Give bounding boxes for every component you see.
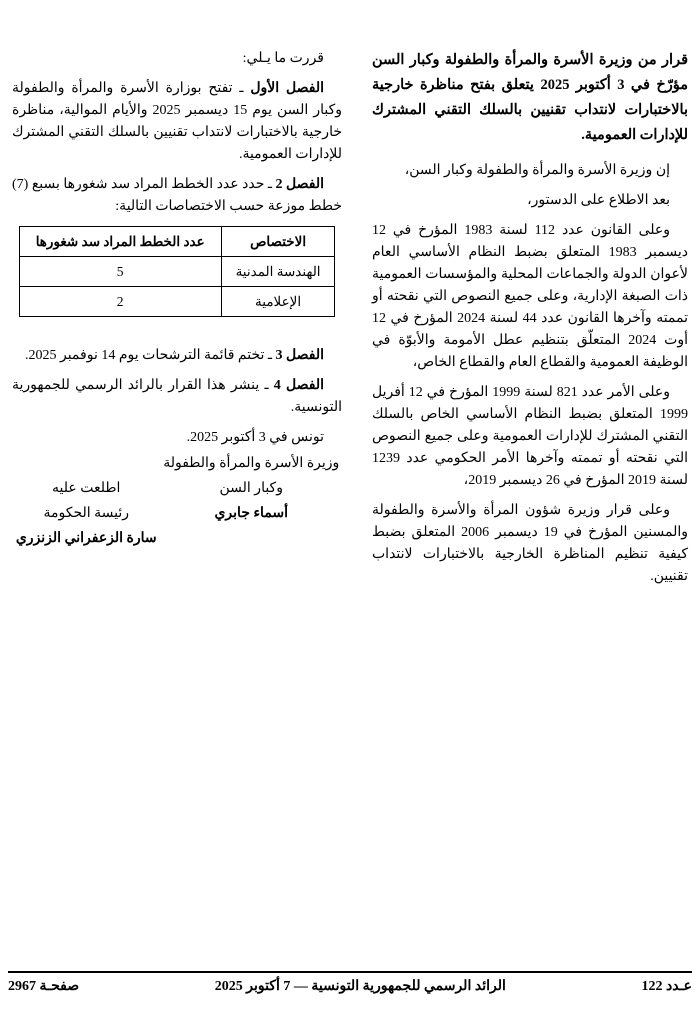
- head-of-government-signature: [12, 451, 161, 551]
- pm-name: سارة الزعفراني الزنزري: [15, 531, 157, 546]
- article-4-label: الفصل 4: [273, 378, 325, 393]
- enactment-intro: قررت ما يـلي:: [242, 51, 324, 66]
- preamble-2006-decree-paragraph: وعلى قرار وزيرة شؤون المرأة والأسرة والطفولة والمسنين المؤرخ في 19 ديسمبر 2006 المتعلق بضبط كيفية تنظيم المناظرة الخارجية بالاختبارات لانتداب تقنيين.: [372, 503, 689, 584]
- decree-title: قرار من وزيرة الأسرة والمرأة والطفولة وكبار السن مؤرّخ في 3 أكتوبر 2025 يتعلق بفتح مناظرة خارجية بالاختبارات لانتداب تقنيين بالسلك التقني المشترك للإدارات العمومية.: [372, 52, 688, 143]
- preamble-order-821-paragraph: وعلى الأمر عدد 821 لسنة 1999 المؤرخ في 12 أفريل 1999 المتعلق بضبط النظام الأساسي الخاص بالسلك التقني المشترك للإدارات العمومية وعلى جميع النصوص التي نقحته أو تممته وآخرها الأمر الحكومي عدد 1239 لسنة 2019 المؤرخ في 26 ديسمبر 2019،: [372, 385, 688, 488]
- minister-title-line-1: وزيرة الأسرة والمرأة والطفولة: [163, 456, 340, 471]
- article-4: [12, 375, 342, 419]
- journal-title-date: الرائد الرسمي للجمهورية التونسية –– 7 أكتوبر 2025: [214, 979, 506, 994]
- minister-title-line-2: وكبار السن: [219, 481, 283, 496]
- table-row: [19, 287, 335, 317]
- issue-number: عـدد 122: [641, 979, 692, 994]
- article-1: [12, 78, 342, 166]
- article-3-body: ـ تختم قائمة الترشحات يوم 14 نوفمبر 2025.: [24, 348, 276, 363]
- article-1-body: ـ تفتح بوزارة الأسرة والمرأة والطفولة وكبار السن يوم 15 ديسمبر 2025 والأيام الموالية، مناظرة خارجية بالاختبارات لانتداب تقنيين بالسلك التقني المشترك للإدارات العمومية.: [12, 81, 342, 162]
- minister-name: أسماء جابري: [214, 506, 289, 521]
- article-3-label: الفصل 3: [275, 348, 324, 363]
- seen-by-label: اطلعت عليه: [52, 481, 121, 496]
- specialty-cell: الهندسة المدنية: [221, 257, 335, 287]
- posts-by-specialty-table: [19, 226, 336, 317]
- pm-title: رئيسة الحكومة: [43, 506, 130, 521]
- footer-divider: [8, 971, 692, 973]
- page-footer: [8, 971, 692, 998]
- preamble-minister-line: إن وزيرة الأسرة والمرأة والطفولة وكبار السن،: [404, 163, 670, 178]
- minister-signature: [161, 451, 343, 551]
- article-2: [12, 174, 342, 218]
- article-2-body: ـ حدد عدد الخطط المراد سد شغورها بسبع (7) خطط موزعة حسب الاختصاصات التالية:: [12, 177, 342, 214]
- place-date-line: تونس في 3 أكتوبر 2025.: [186, 430, 324, 445]
- signature-block: [12, 451, 342, 551]
- article-2-label: الفصل 2: [275, 177, 324, 192]
- decree-column: [372, 48, 688, 596]
- posts-column-header: عدد الخطط المراد سد شغورها: [19, 227, 221, 257]
- preamble-law-112-paragraph: وعلى القانون عدد 112 لسنة 1983 المؤرخ في 12 ديسمبر 1983 المتعلق بضبط النظام الأساسي العام لأعوان الدولة والجماعات المحلية والمؤسسات العمومية ذات الصبغة الإدارية، وعلى جميع النصوص التي نقحته أو تممته وآخرها القانون عدد 44 لسنة 2024 المؤرخ في 12 أوت 2024 المتعلّق بتنظيم عطل الأمومة والأبوّة في الوظيفة العمومية والقطاع العام والقطاع الخاص،: [372, 223, 689, 370]
- specialty-column-header: الاختصاص: [221, 227, 335, 257]
- table-header-row: [19, 227, 335, 257]
- article-4-body: ـ ينشر هذا القرار بالرائد الرسمي للجمهورية التونسية.: [12, 378, 342, 415]
- table-row: [19, 257, 335, 287]
- preamble-constitution-line: بعد الاطلاع على الدستور،: [527, 193, 670, 208]
- enactment-column: [12, 48, 342, 551]
- page-number: صفحـة 2967: [8, 979, 80, 994]
- posts-cell: 5: [19, 257, 221, 287]
- article-3: [12, 345, 342, 367]
- article-1-label: الفصل الأول: [250, 81, 325, 96]
- specialty-cell: الإعلامية: [221, 287, 335, 317]
- posts-cell: 2: [19, 287, 221, 317]
